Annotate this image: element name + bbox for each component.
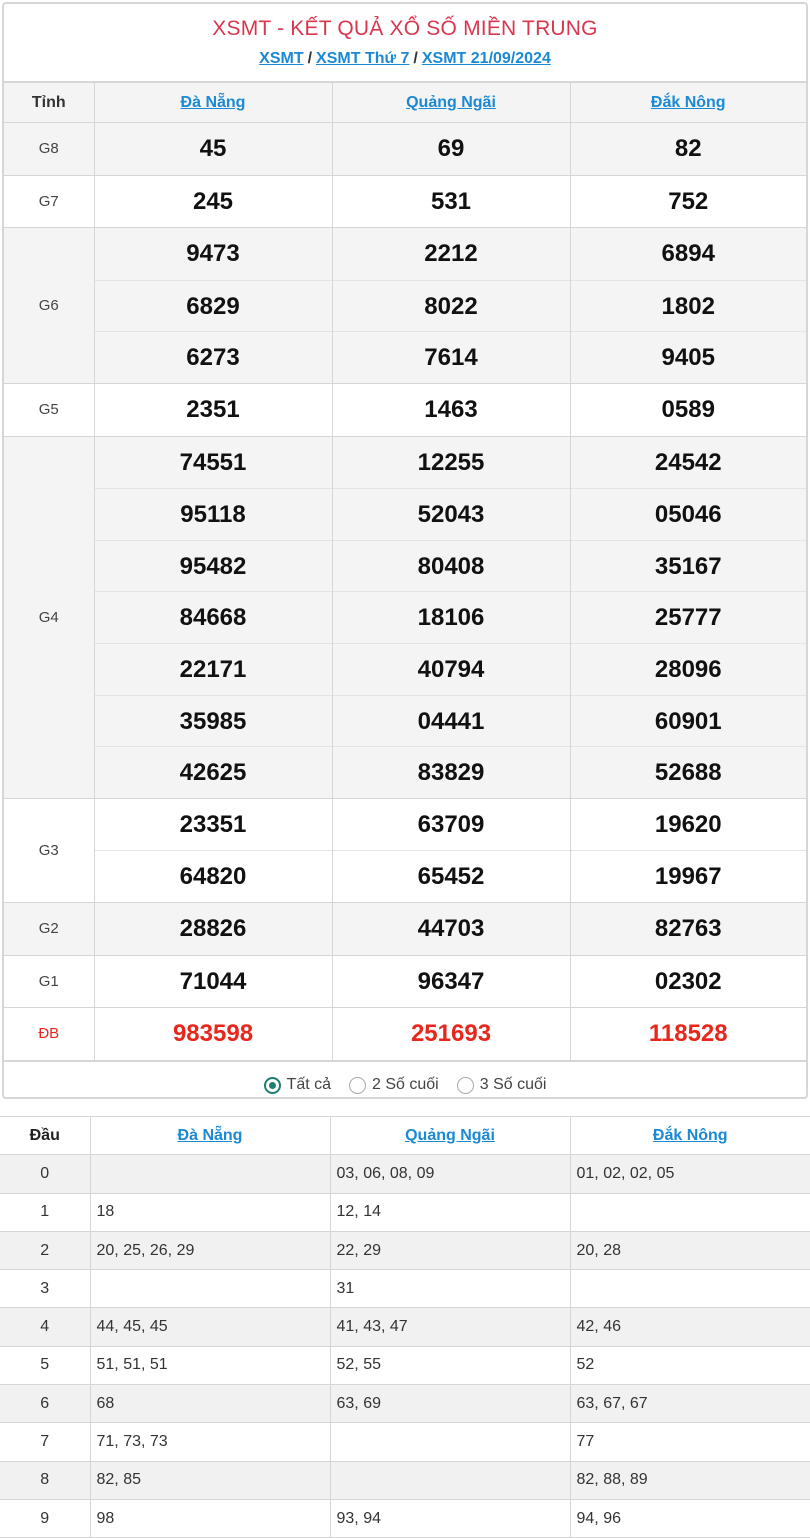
prize-number: 983598 — [172, 1020, 254, 1048]
prize-number: 05046 — [571, 488, 807, 540]
prize-row — [4, 383, 806, 436]
loto-row — [0, 1155, 810, 1193]
loto-head-digit: 2 — [0, 1231, 90, 1269]
prize-label: G8 — [4, 123, 94, 176]
prize-cell — [332, 123, 570, 176]
loto-cell: 82, 88, 89 — [570, 1461, 810, 1499]
prize-label: G5 — [4, 383, 94, 436]
prize-number: 531 — [430, 187, 472, 215]
prize-row — [4, 175, 806, 228]
prize-number: 18106 — [333, 591, 570, 643]
prize-number: 71044 — [179, 967, 247, 995]
loto-cell: 63, 67, 67 — [570, 1385, 810, 1423]
loto-cell: 42, 46 — [570, 1308, 810, 1346]
loto-row — [0, 1231, 810, 1269]
loto-header-row — [0, 1117, 810, 1155]
loto-row — [0, 1270, 810, 1308]
prize-number: 245 — [192, 187, 234, 215]
loto-cell: 94, 96 — [570, 1499, 810, 1537]
loto-cell — [90, 1270, 330, 1308]
prize-number: 45 — [199, 135, 227, 162]
loto-cell: 18 — [90, 1193, 330, 1231]
prize-number: 8022 — [333, 280, 570, 332]
column-header-tinh: Tỉnh — [4, 83, 94, 123]
prize-row — [4, 955, 806, 1008]
prize-label: G3 — [4, 798, 94, 902]
prize-cell — [332, 175, 570, 228]
prize-number: 96347 — [417, 967, 485, 995]
loto-cell: 71, 73, 73 — [90, 1423, 330, 1461]
loto-cell — [570, 1270, 810, 1308]
province-link-dak-nong[interactable]: Đắk Nông — [650, 93, 726, 111]
prize-cell — [332, 436, 570, 798]
loto-cell: 52 — [570, 1346, 810, 1384]
loto-head-digit: 6 — [0, 1385, 90, 1423]
prize-cell — [570, 1008, 806, 1061]
prize-cell — [332, 228, 570, 384]
prize-number: 40794 — [333, 643, 570, 695]
prize-number: 44703 — [417, 914, 485, 942]
prize-number: 82 — [674, 135, 702, 162]
loto-row — [0, 1308, 810, 1346]
prize-number: 6273 — [95, 331, 332, 383]
prize-number: 24542 — [654, 448, 722, 476]
column-header-province — [330, 1117, 570, 1155]
prize-cell — [570, 383, 806, 436]
filter-all-radio[interactable] — [264, 1076, 331, 1094]
prize-number: 65452 — [333, 850, 570, 902]
province-link-da-nang[interactable]: Đà Nẵng — [180, 93, 246, 111]
loto-row — [0, 1499, 810, 1537]
column-header-province — [332, 83, 570, 123]
digit-filter — [4, 1061, 806, 1109]
column-header-province — [90, 1117, 330, 1155]
loto-cell: 12, 14 — [330, 1193, 570, 1231]
loto-province-link-dak-nong[interactable]: Đắk Nông — [652, 1126, 728, 1144]
loto-cell — [90, 1155, 330, 1193]
loto-cell: 03, 06, 08, 09 — [330, 1155, 570, 1193]
loto-row — [0, 1385, 810, 1423]
filter-3-digits-label: 3 Số cuối — [479, 1076, 547, 1094]
prize-cell — [570, 123, 806, 176]
filter-2-digits-radio[interactable] — [349, 1076, 439, 1094]
prize-cell — [94, 902, 332, 955]
prize-cell — [94, 955, 332, 1008]
loto-cell: 98 — [90, 1499, 330, 1537]
loto-head-digit: 7 — [0, 1423, 90, 1461]
prize-number: 0589 — [661, 395, 715, 423]
prize-row — [4, 123, 806, 176]
breadcrumb-xsmt[interactable]: XSMT — [259, 50, 304, 67]
prize-number: 118528 — [648, 1020, 728, 1048]
prize-number: 28826 — [179, 914, 247, 942]
loto-head-digit: 1 — [0, 1193, 90, 1231]
column-header-province — [570, 1117, 810, 1155]
radio-selected-icon[interactable] — [264, 1077, 281, 1094]
loto-cell — [570, 1193, 810, 1231]
prize-number: 6894 — [661, 240, 715, 268]
loto-table — [0, 1116, 810, 1538]
prize-number: 69 — [437, 135, 465, 162]
loto-cell: 31 — [330, 1270, 570, 1308]
prize-number: 64820 — [95, 850, 332, 902]
loto-cell: 01, 02, 02, 05 — [570, 1155, 810, 1193]
radio-icon[interactable] — [457, 1077, 474, 1094]
loto-head-digit: 8 — [0, 1461, 90, 1499]
prize-cell — [94, 798, 332, 902]
radio-icon[interactable] — [349, 1077, 366, 1094]
prize-number: 22171 — [95, 643, 332, 695]
loto-cell: 20, 28 — [570, 1231, 810, 1269]
prize-row — [4, 1008, 806, 1061]
prize-number: 83829 — [333, 746, 570, 798]
prize-number: 35985 — [95, 695, 332, 747]
loto-cell: 20, 25, 26, 29 — [90, 1231, 330, 1269]
prize-number: 2212 — [424, 240, 478, 268]
loto-province-link-quang-ngai[interactable]: Quảng Ngãi — [405, 1126, 495, 1144]
prize-cell — [570, 228, 806, 384]
prize-label: G4 — [4, 436, 94, 798]
prize-cell — [94, 123, 332, 176]
loto-cell: 63, 69 — [330, 1385, 570, 1423]
prize-number: 19967 — [571, 850, 807, 902]
prize-row — [4, 902, 806, 955]
prize-number: 82763 — [654, 914, 722, 942]
loto-cell — [330, 1423, 570, 1461]
prize-number: 42625 — [95, 746, 332, 798]
prize-number: 95118 — [95, 488, 332, 540]
loto-head-digit: 9 — [0, 1499, 90, 1537]
prize-cell — [94, 436, 332, 798]
prize-cell — [94, 175, 332, 228]
loto-cell: 41, 43, 47 — [330, 1308, 570, 1346]
prize-cell — [332, 955, 570, 1008]
prize-cell — [332, 902, 570, 955]
prize-cell — [94, 383, 332, 436]
page-title: XSMT - KẾT QUẢ XỔ SỐ MIỀN TRUNG — [212, 17, 598, 40]
results-table — [4, 82, 806, 1061]
prize-number: 9473 — [186, 240, 240, 268]
loto-head-digit: 5 — [0, 1346, 90, 1384]
loto-cell: 77 — [570, 1423, 810, 1461]
prize-number: 28096 — [571, 643, 807, 695]
prize-number: 84668 — [95, 591, 332, 643]
prize-cell — [332, 798, 570, 902]
results-header-row — [4, 83, 806, 123]
prize-row — [4, 798, 806, 902]
prize-number: 19620 — [654, 810, 722, 838]
prize-label: G6 — [4, 228, 94, 384]
loto-cell: 51, 51, 51 — [90, 1346, 330, 1384]
prize-number: 02302 — [654, 967, 722, 995]
prize-cell — [570, 902, 806, 955]
loto-row — [0, 1346, 810, 1384]
prize-row — [4, 436, 806, 798]
prize-cell — [332, 383, 570, 436]
breadcrumb-xsmt-date[interactable]: XSMT 21/09/2024 — [421, 50, 551, 67]
prize-number: 60901 — [571, 695, 807, 747]
loto-head-digit: 4 — [0, 1308, 90, 1346]
results-card — [2, 2, 808, 1099]
prize-number: 7614 — [333, 331, 570, 383]
prize-number: 52043 — [333, 488, 570, 540]
prize-number: 251693 — [410, 1020, 492, 1048]
prize-number: 25777 — [571, 591, 807, 643]
prize-row — [4, 228, 806, 384]
prize-number: 23351 — [179, 810, 247, 838]
prize-number: 1802 — [571, 280, 807, 332]
prize-cell — [94, 1008, 332, 1061]
filter-all-label: Tất cả — [286, 1076, 332, 1094]
prize-cell — [570, 955, 806, 1008]
prize-number: 63709 — [417, 810, 485, 838]
prize-number: 04441 — [333, 695, 570, 747]
loto-row — [0, 1461, 810, 1499]
loto-cell — [330, 1461, 570, 1499]
prize-number: 6829 — [95, 280, 332, 332]
loto-province-link-da-nang[interactable]: Đà Nẵng — [177, 1126, 243, 1144]
loto-cell: 44, 45, 45 — [90, 1308, 330, 1346]
prize-number: 80408 — [333, 540, 570, 592]
prize-number: 12255 — [417, 448, 485, 476]
loto-head-digit: 0 — [0, 1155, 90, 1193]
loto-cell: 68 — [90, 1385, 330, 1423]
prize-number: 95482 — [95, 540, 332, 592]
column-header-dau: Đầu — [0, 1117, 90, 1155]
prize-number: 2351 — [186, 395, 240, 423]
prize-number: 52688 — [571, 746, 807, 798]
loto-head-digit: 3 — [0, 1270, 90, 1308]
prize-label: G7 — [4, 175, 94, 228]
loto-row — [0, 1423, 810, 1461]
filter-2-digits-label: 2 Số cuối — [372, 1076, 439, 1094]
results-header — [4, 4, 806, 82]
prize-cell — [570, 175, 806, 228]
loto-cell: 82, 85 — [90, 1461, 330, 1499]
loto-cell: 52, 55 — [330, 1346, 570, 1384]
prize-cell — [570, 798, 806, 902]
prize-number: 752 — [668, 187, 709, 215]
prize-number: 9405 — [571, 331, 807, 383]
prize-number: 35167 — [571, 540, 807, 592]
prize-cell — [332, 1008, 570, 1061]
filter-3-digits-radio[interactable] — [457, 1076, 547, 1094]
prize-cell — [570, 436, 806, 798]
prize-number: 1463 — [424, 395, 478, 423]
province-link-quang-ngai[interactable]: Quảng Ngãi — [406, 93, 496, 111]
loto-cell: 22, 29 — [330, 1231, 570, 1269]
column-header-province — [94, 83, 332, 123]
prize-cell — [94, 228, 332, 384]
prize-label: G2 — [4, 902, 94, 955]
prize-label: G1 — [4, 955, 94, 1008]
prize-number: 74551 — [179, 448, 247, 476]
breadcrumb: XSMT / XSMT Thứ 7 / XSMT 21/09/2024 — [259, 50, 551, 67]
breadcrumb-xsmt-thu7[interactable]: XSMT Thứ 7 — [316, 50, 410, 67]
column-header-province — [570, 83, 806, 123]
prize-label: ĐB — [4, 1008, 94, 1061]
loto-row — [0, 1193, 810, 1231]
loto-cell: 93, 94 — [330, 1499, 570, 1537]
